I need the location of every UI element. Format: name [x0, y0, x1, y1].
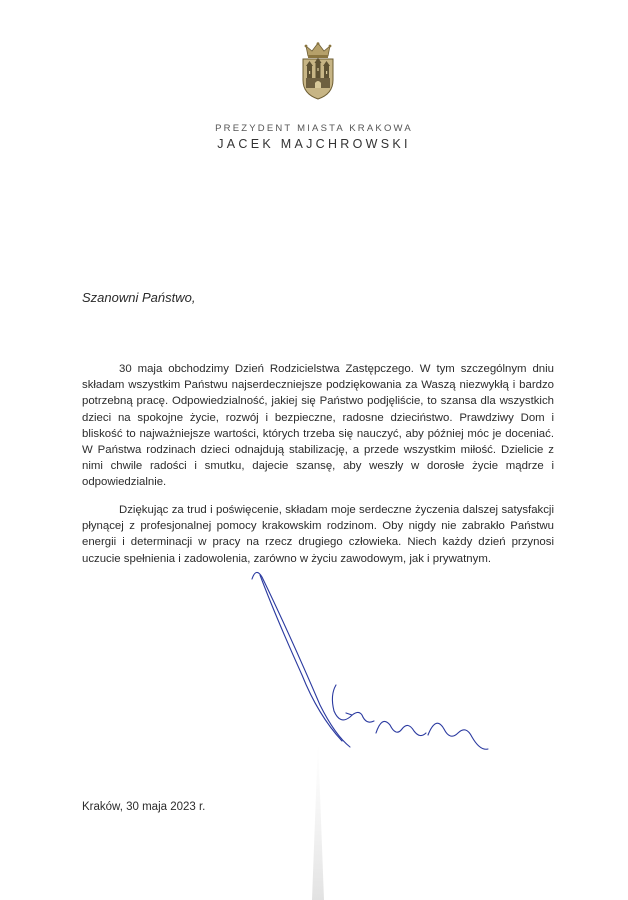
place-and-date: Kraków, 30 maja 2023 r. [82, 801, 206, 813]
krakow-coat-of-arms-icon [300, 42, 336, 100]
office-title: PREZYDENT MIASTA KRAKOWA [215, 123, 413, 134]
handwritten-signature [250, 565, 500, 770]
sender-name: JACEK MAJCHROWSKI [217, 137, 411, 151]
letter-paragraph-1: 30 maja obchodzimy Dzień Rodzicielstwa Zastępczego. W tym szczególnym dniu składam wszystkim Państwu najserdeczniejsze podziękowania za Waszą niezwykłą i bardzo potrzebną pracę. Odpowiedzialność, jakiej się Państwo podjęliście, to szansa dla wszystkich dzieci na spokojne życie, rozwój i bezpieczne, radosne dzieciństwo. Prawdziwy Dom i bliskość to najważniejsze wartości, których trzeba się nauczyć, aby później móc je doceniać. W Państwa rodzinach dzieci odnajdują stabilizację, a przede wszystkim miłość. Dzielicie z nimi chwile radości i smutku, dajecie szansę, aby weszły w dorosłe życie mądrze i odpowiedzialnie. [82, 363, 554, 489]
letter-paragraph-2: Dziękując za trud i poświęcenie, składam moje serdeczne życzenia dalszej satysfakcji płynącej z profesjonalnej pomocy krakowskim rodzinom. Oby nigdy nie zabrakło Państwu energii i determinacji w pracy na rzecz drugiego człowieka. Niech każdy dzień przynosi uczucie spełnienia i zadowolenia, zarówno w życiu zawodowym, jak i prywatnym. [82, 504, 554, 565]
salutation: Szanowni Państwo, [82, 290, 196, 305]
